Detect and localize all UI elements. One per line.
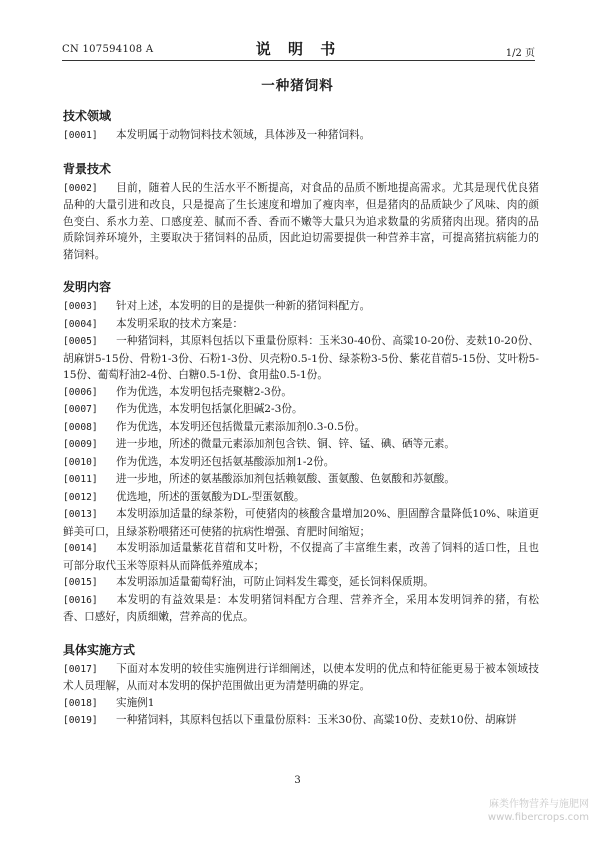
paragraph-number: [0017] (63, 663, 98, 675)
paragraph-text: 作为优选，本发明包括氯化胆碱2-3份。 (116, 403, 303, 415)
paragraph-text: 优选地，所述的蛋氨酸为DL-型蛋氨酸。 (116, 490, 305, 503)
paragraph (63, 436, 539, 454)
paragraph-number: [0004] (63, 318, 98, 330)
paragraph-number: [0018] (63, 697, 98, 709)
paragraph-text: 本发明属于动物饲料技术领域，具体涉及一种猪饲料。 (116, 129, 371, 141)
page-number: 3 (294, 775, 301, 786)
paragraph-number: [0005] (63, 336, 98, 347)
paragraph (63, 540, 539, 574)
paragraph (63, 180, 539, 264)
paragraph-number: [0008] (63, 421, 98, 433)
paragraph-text: 本发明添加适量葡萄籽油，可防止饲料发生霉变，延长饲料保质期。 (116, 576, 434, 588)
paragraph (63, 489, 539, 507)
paragraph-text: 作为优选，本发明包括壳聚糖2-3份。 (116, 385, 292, 398)
paragraph-number: [0010] (63, 456, 98, 468)
paragraph (63, 712, 539, 730)
paragraph-number: [0016] (63, 594, 98, 606)
header-divider (62, 60, 535, 61)
section (63, 642, 539, 730)
document-type: 说 明 书 (255, 40, 342, 58)
paragraph (63, 695, 539, 713)
paragraph-text: 下面对本发明的较佳实施例进行详细阐述，以使本发明的优点和特征能更易于被本领域技术人员理解，从而对本发明的保护范围做出更为清楚明确的界定。 (63, 662, 539, 692)
section-heading: 技术领域 (63, 109, 112, 123)
paragraph-text: 针对上述，本发明的目的是提供一种新的猪饲料配方。 (116, 300, 371, 312)
paragraph-text: 进一步地，所述的氨基酸添加剂包括赖氨酸、蛋氨酸、色氨酸和苏氨酸。 (116, 473, 455, 485)
paragraph (63, 454, 539, 472)
watermark (488, 798, 589, 824)
document-number: CN 107594108 A (62, 44, 154, 55)
paragraph (63, 401, 539, 419)
document-body (63, 108, 539, 730)
paragraph-text: 一种猪饲料，其原料包括以下重量份原料：玉米30-40份、高粱10-20份、麦麸10-20份、胡麻饼5-15份、骨粉1-3份、石粉1-3份、贝壳粉0.5-1份、绿茶粉3-5份、紫花苜蓿5-15份、艾叶粉5-15份、葡萄籽油2-4份、白糖0.5-1份、食用盐0.5-1份。 (63, 335, 539, 381)
paragraph-number: [0006] (63, 386, 98, 398)
section (63, 279, 539, 626)
paragraph (63, 316, 539, 334)
paragraph-text: 作为优选，本发明还包括微量元素添加剂0.3-0.5份。 (116, 420, 366, 433)
paragraph-number: [0001] (63, 130, 98, 141)
paragraph-text: 目前，随着人民的生活水平不断提高，对食品的品质不断地提高需求。尤其是现代优良猪品种的大量引进和改良，只是提高了生长速度和增加了瘦肉率，但是猪肉的品质缺少了风味、肉的颜色变白、系水力差、口感度差、腻而不香、香而不嫩等大量只为追求数量的劣质猪肉出现。猪肉的品质除饲养环境外，主要取决于猪饲料的品质，因此迫切需要提供一种营养丰富，可提高猪抗病能力的猪饲料。 (63, 181, 539, 261)
section-heading: 发明内容 (63, 280, 112, 294)
paragraph-text: 进一步地，所述的微量元素添加剂包含铁、铜、锌、锰、碘、硒等元素。 (116, 438, 455, 450)
paragraph (63, 471, 539, 489)
paragraph (63, 298, 539, 316)
watermark-line-2: www.fibercrops.com (487, 812, 589, 823)
paragraph (63, 333, 539, 384)
paragraph-number: [0019] (63, 715, 98, 726)
page-indicator: 1/2 页 (505, 48, 535, 59)
section-heading: 具体实施方式 (63, 642, 136, 657)
paragraph-text: 本发明的有益效果是：本发明猪饲料配方合理、营养齐全，采用本发明饲养的猪，有松香、口感好，肉质细嫩，营养高的优点。 (63, 593, 539, 623)
paragraph (63, 574, 539, 592)
paragraph-text: 本发明添加适量的绿茶粉，可使猪肉的核酸含量增加20%、胆固醇含量降低10%、味道更鲜美可口，且绿茶粉喂猪还可使猪的抗病性增强、育肥时间缩短； (63, 508, 539, 538)
paragraph-number: [0012] (63, 491, 98, 503)
section-heading: 背景技术 (63, 161, 112, 176)
paragraph-number: [0013] (63, 509, 98, 520)
paragraph (63, 592, 539, 626)
paragraph-text: 作为优选，本发明还包括氨基酸添加剂1-2份。 (116, 455, 335, 468)
paragraph-number: [0015] (63, 577, 98, 588)
section (63, 161, 539, 264)
paragraph-text: 本发明添加适量紫花苜蓿和艾叶粉，不仅提高了丰富维生素，改善了饲料的适口性，且也可部分取代玉米等原料从而降低养殖成本； (63, 542, 539, 572)
section (63, 108, 539, 145)
watermark-line-1: 麻类作物营养与施肥网 (489, 799, 589, 810)
paragraph (63, 419, 539, 437)
paragraph (63, 661, 539, 695)
document-title: 一种猪饲料 (261, 78, 334, 94)
paragraph-number: [0009] (63, 439, 98, 450)
paragraph-text: 实施例1 (116, 696, 155, 709)
paragraph (63, 384, 539, 402)
paragraph-number: [0014] (63, 543, 98, 554)
paragraph-number: [0003] (63, 301, 98, 312)
paragraph-text: 本发明采取的技术方案是： (116, 317, 244, 330)
paragraph (63, 506, 539, 540)
paragraph-number: [0002] (63, 182, 98, 194)
paragraph (63, 127, 539, 145)
paragraph-number: [0011] (63, 474, 98, 485)
paragraph-text: 一种猪饲料，其原料包括以下重量份原料：玉米30份、高粱10份、麦麸10份、胡麻饼 (116, 714, 517, 726)
page-header (62, 38, 535, 62)
paragraph-number: [0007] (63, 404, 98, 415)
